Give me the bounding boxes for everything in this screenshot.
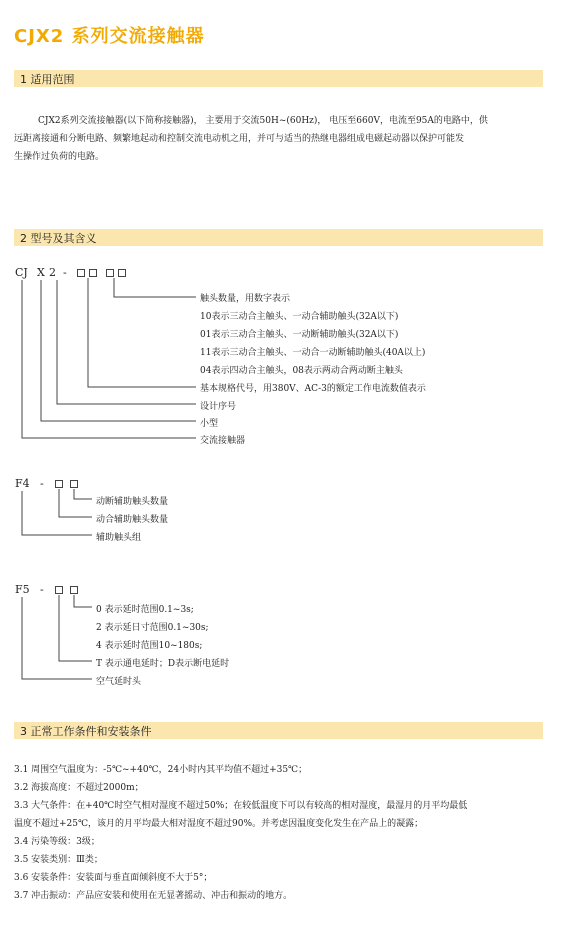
- page-title: CJX2 系列交流接触器: [14, 26, 205, 47]
- f4-desc-1: 动断辅助触头数量: [96, 497, 169, 507]
- s1-line-3: 生操作过负荷的电路。: [14, 152, 105, 162]
- f5-desc-4: T 表示通电延时；D表示断电延时: [96, 659, 230, 669]
- s3-line-3: 3.3 大气条件：在+40℃时空气相对湿度不超过50%；在较低温度下可以有较高的相对湿度，最湿月的月平均最低: [14, 801, 468, 811]
- leader-f5-range: [74, 595, 92, 607]
- f5-desc-1: 0 表示延时范围0.1~3s;: [96, 605, 194, 615]
- f4-dash: -: [40, 477, 44, 490]
- leader-f5-head: [22, 597, 92, 679]
- leader-spec-code: [88, 278, 196, 387]
- f5-dash: -: [40, 583, 44, 596]
- f5-code: F5: [15, 583, 30, 596]
- s3-line-4: 温度不超过+25℃，该月的月平均最大相对湿度不超过90%。并考虑因温度变化发生在产品上的凝露；: [14, 819, 424, 829]
- section-1-heading: 1 适用范围: [20, 73, 75, 86]
- s3-line-1: 3.1 周围空气温度为：-5℃~+40℃，24小时内其平均值不超过+35℃；: [14, 765, 308, 775]
- section-2-heading: 2 型号及其含义: [20, 232, 97, 245]
- s1-line-1: CJX2系列交流接触器(以下简称接触器)， 主要用于交流50H~(60Hz)， 电压至660V，电流至95A的电路中，供: [38, 116, 488, 126]
- model-desc-4: 11表示三动合主触头、一动合一动断辅助触头(40A以上): [200, 348, 426, 358]
- leader-design-no: [57, 280, 196, 404]
- leader-contacts: [114, 278, 196, 297]
- model-x: X: [37, 266, 45, 279]
- model-desc-1: 触头数量，用数字表示: [200, 294, 291, 304]
- leader-f5-type: [59, 595, 92, 661]
- f4-desc-2: 动合辅助触头数量: [96, 515, 169, 525]
- s3-line-5: 3.4 污染等级：3级；: [14, 837, 100, 847]
- section-3-heading: 3 正常工作条件和安装条件: [20, 725, 152, 738]
- leader-f4-no: [59, 489, 92, 517]
- model-desc-6: 基本规格代号，用380V、AC-3的额定工作电流数值表示: [200, 384, 426, 394]
- model-desc-7: 设计序号: [200, 402, 237, 412]
- s3-line-6: 3.5 安装类别：Ⅲ类；: [14, 855, 103, 865]
- f5-desc-2: 2 表示延日寸范围0.1~30s;: [96, 623, 209, 633]
- leader-small: [41, 280, 196, 421]
- model-desc-2: 10表示三动合主触头、一动合辅助触头(32A以下): [200, 312, 399, 322]
- f5-desc-5: 空气延时头: [96, 677, 142, 687]
- leader-f4-nc: [74, 489, 92, 499]
- s1-line-2: 远距离接通和分断电路、频繁地起动和控制交流电动机之用，并可与适当的热继电器组成电磁起动器以保护可能发: [14, 134, 465, 144]
- f5-desc-3: 4 表示延时范围10~180s;: [96, 641, 203, 651]
- model-cj: CJ: [15, 266, 28, 279]
- s3-line-2: 3.2 海拔高度：不超过2000m；: [14, 783, 144, 793]
- leader-f4-group: [22, 491, 92, 535]
- model-2: 2: [49, 266, 56, 279]
- model-desc-3: 01表示三动合主触头、一动断辅助触头(32A以下): [200, 330, 399, 340]
- s3-line-8: 3.7 冲击振动：产品应安装和使用在无显著摇动、冲击和振动的地方。: [14, 891, 293, 901]
- model-desc-8: 小型: [200, 419, 219, 429]
- model-dash: -: [63, 266, 67, 279]
- s3-line-7: 3.6 安装条件：安装面与垂直面倾斜度不大于5°；: [14, 873, 213, 883]
- model-desc-5: 04表示四动合主触头，08表示两动合两动断主触头: [200, 366, 403, 376]
- model-desc-9: 交流接触器: [200, 436, 246, 446]
- leader-ac-contactor: [22, 280, 196, 438]
- f4-code: F4: [15, 477, 30, 490]
- f4-desc-3: 辅助触头组: [96, 533, 142, 543]
- section-3-header: [14, 722, 543, 739]
